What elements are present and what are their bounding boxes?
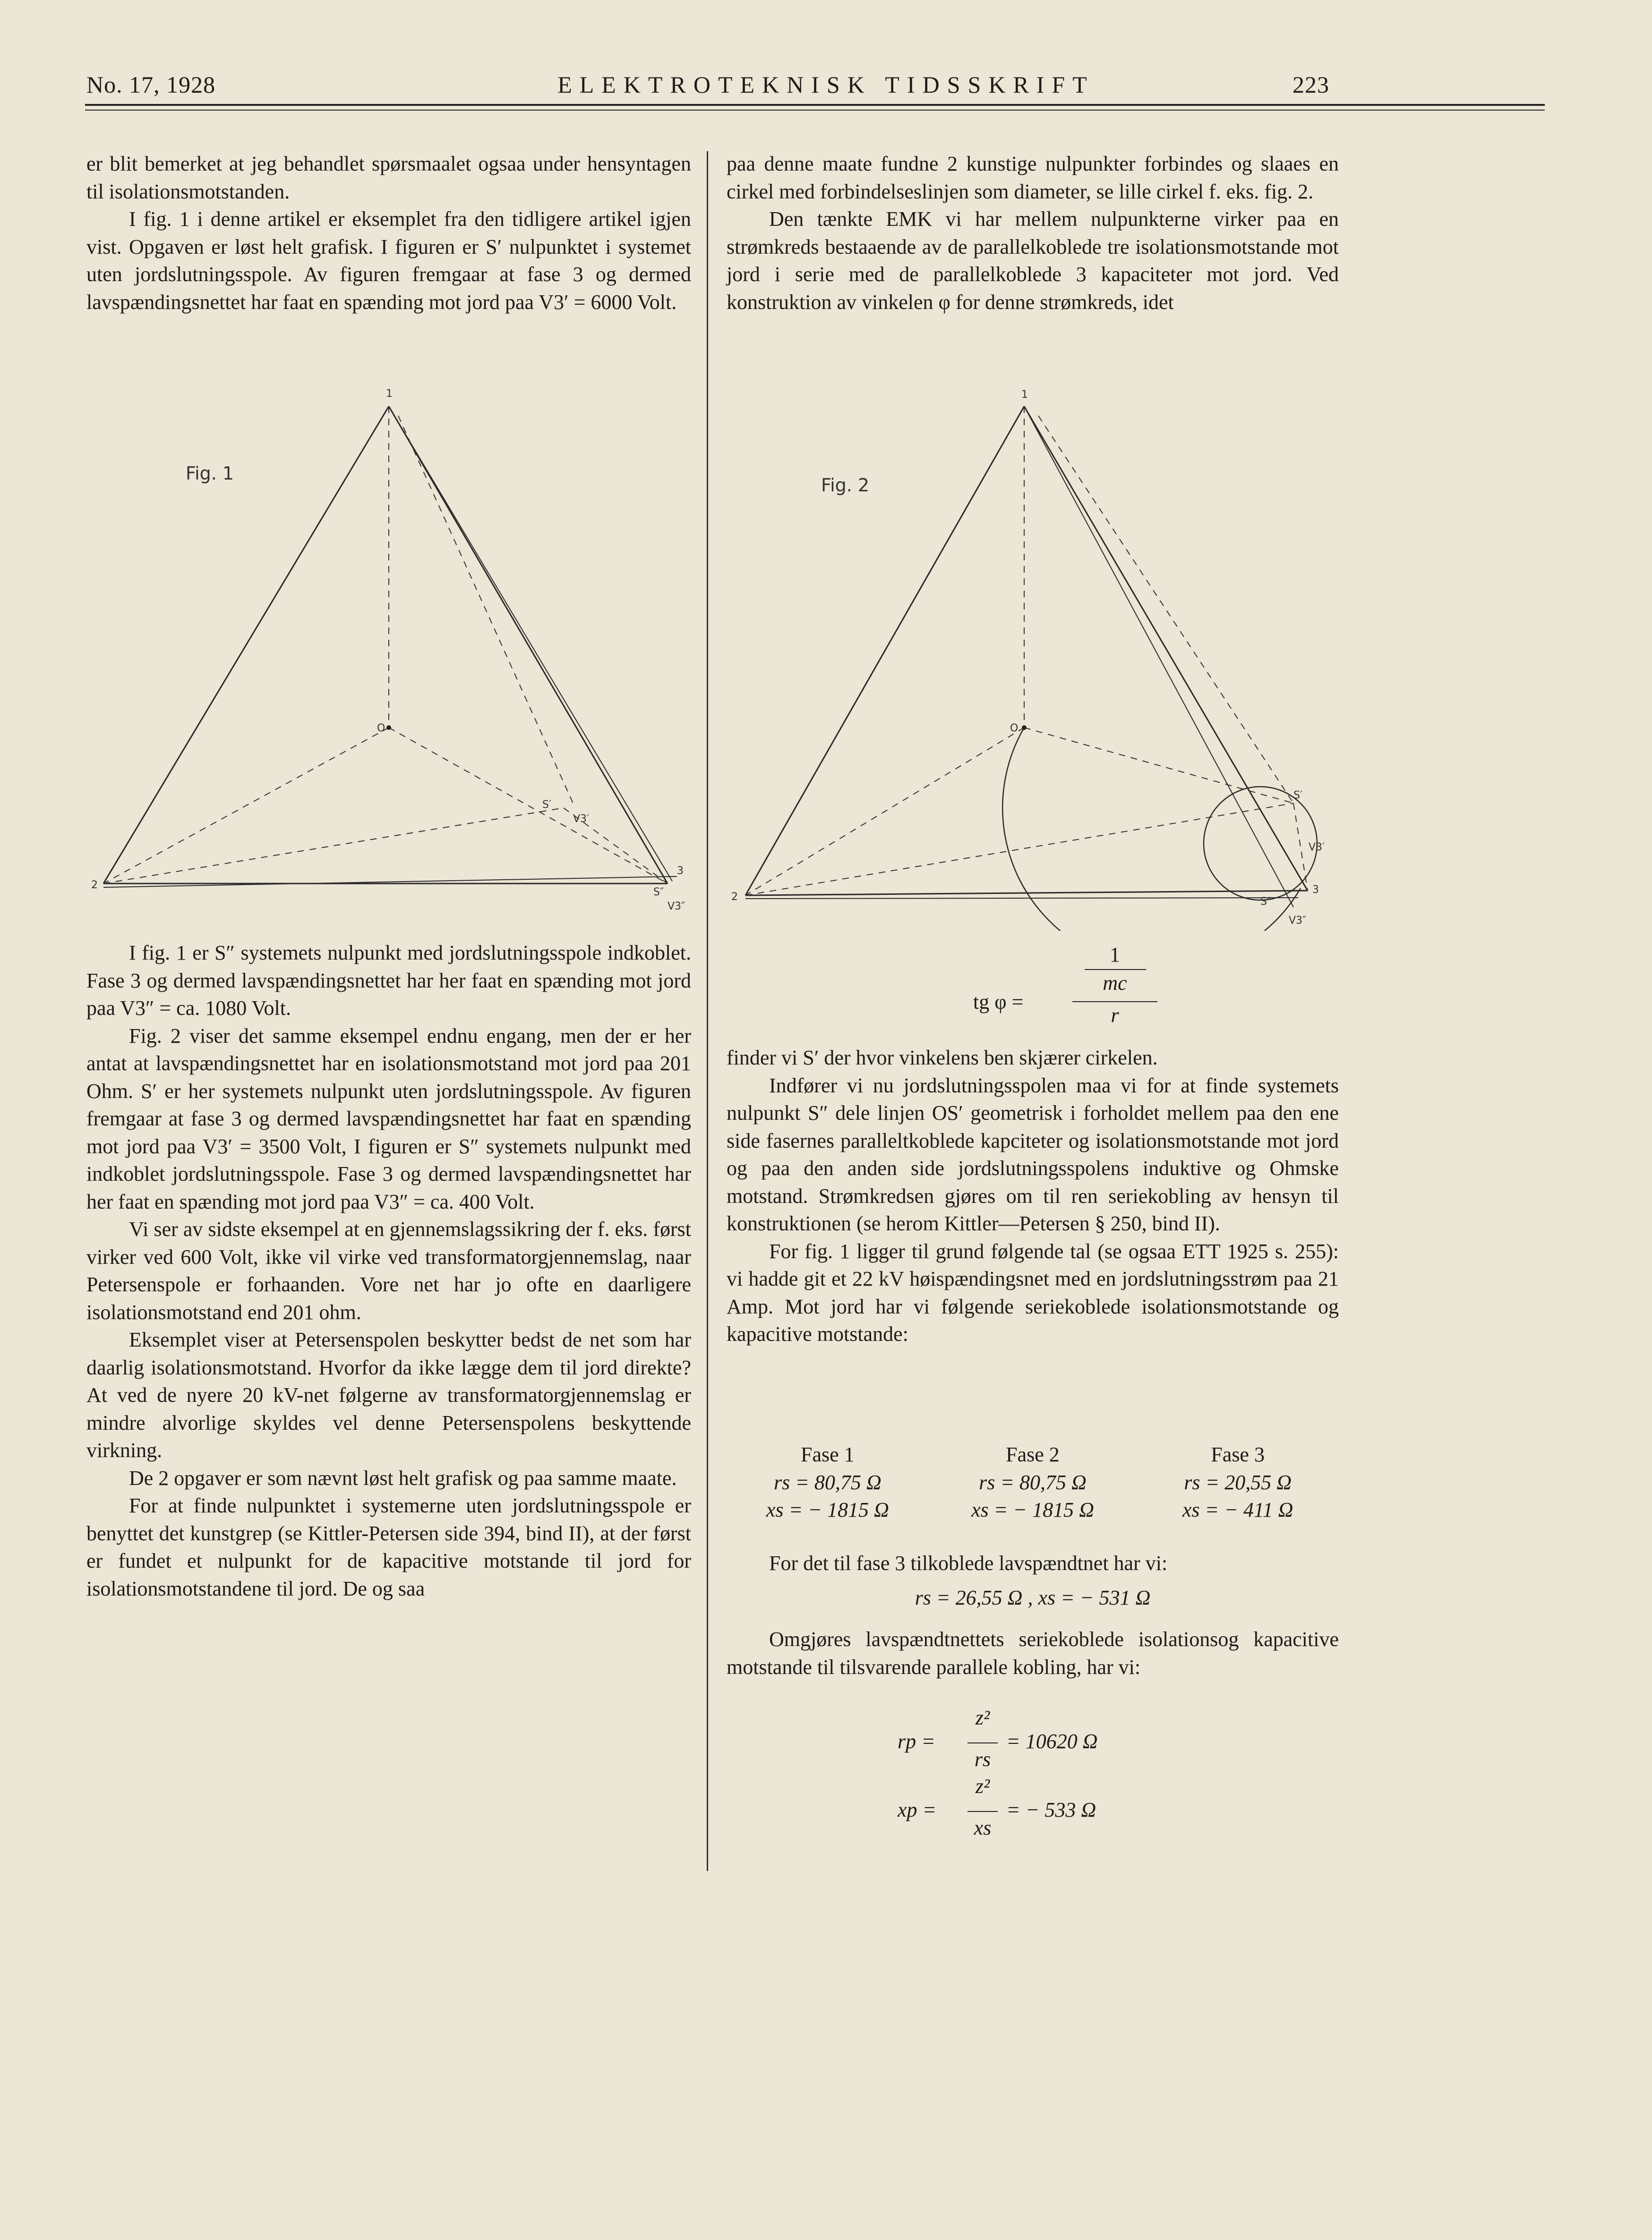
column-divider <box>707 151 708 1871</box>
fig2-side-line <box>1024 406 1293 907</box>
page-number: 223 <box>1292 71 1329 98</box>
fig1-point-o: O <box>377 722 385 734</box>
table-cell: rs = 80,75 Ω <box>773 1470 882 1494</box>
fig1-origin-dot <box>386 725 391 730</box>
paragraph: For fig. 1 ligger til grund følgende tal (se ogsaa ETT 1925 s. 255): vi hadde git et 22 kV høispændingsnet med en jordslutningsstrøm paa 21 Amp. Mot jord har vi følgende seriekoblede isolationsmotstande og kapacitive motstande: <box>727 1239 1339 1346</box>
paragraph: Omgjøres lavspændtnettets seriekoblede isolationsog kapacitive motstande til tilsvarende parallele kobling, har vi: <box>727 1628 1339 1679</box>
fig2-dashed-o-s <box>1024 728 1293 803</box>
fig2-dashed-1-s <box>1038 416 1293 803</box>
paragraph: Indfører vi nu jordslutningsspolen maa vi for at finde systemets nulpunkt S″ dele linjen OS′ geometrisk i forholdet mellem paa den ene side fasernes paralleltkoblede kapciteter og isolationsmotstande mot jord og paa den anden side jordslutningsspolens induktive og Ohmske motstand. Strømkredsen gjøres om til ren seriekobling av hensyn til konstruktionen (se herom Kittler—Petersen § 250, bind II). <box>727 1073 1339 1235</box>
fig1-point-v3a: V3′ <box>573 813 590 825</box>
paragraph: I fig. 1 i denne artikel er eksemplet fra den tidligere artikel igjen vist. Opgaven er løst helt grafisk. I figuren er S′ nulpunktet i systemet uten jordslutningsspole. Av figuren fremgaar at fase 3 og dermed lavspændingsnettet har faat en spænding mot jord paa V3′ = 6000 Volt. <box>86 207 691 314</box>
fig2-point-1: 1 <box>1021 389 1028 401</box>
paragraph: paa denne maate fundne 2 kunstige nulpunkter forbindes og slaaes en cirkel med forbindelseslinjen som diameter, se lille cirkel f. eks. fig. 2. <box>727 152 1339 203</box>
fig2-point-s2: S″ <box>1260 896 1271 908</box>
paragraph: Vi ser av sidste eksempel at en gjennemslagssikring der f. eks. først virker ved 600 Volt, ikke vil virke ved transformatorgjennemslag, naar Petersenspole er forhaanden. Vore net har jo ofte en daarligere isolationsmotstand end 201 ohm. <box>86 1218 691 1324</box>
right-column-lv <box>727 1550 1339 1681</box>
header-rule <box>85 104 1545 106</box>
fig1-point-1: 1 <box>386 388 393 400</box>
formula-mc: mc <box>1103 971 1127 995</box>
journal-title: ELEKTROTEKNISK TIDSSKRIFT <box>557 71 1095 98</box>
fig2-base-line <box>745 898 1298 899</box>
fig2-point-s1: S′ <box>1293 790 1302 801</box>
xp-rhs: = − 533 Ω <box>1006 1798 1096 1821</box>
paragraph: er blit bemerket at jeg behandlet spørsmaalet ogsaa under hensyntagen til isolationsmotstanden. <box>86 152 691 203</box>
fig1-point-v3b: V3″ <box>668 901 685 912</box>
rp-rhs: = 10620 Ω <box>1006 1730 1098 1753</box>
left-column-bottom <box>86 939 691 1603</box>
fig1-dashed-o-2 <box>103 728 389 884</box>
phase-table-header <box>727 1441 1339 1469</box>
fig2-point-v3b: V3″ <box>1289 915 1307 927</box>
fig1-dashed-o-3 <box>389 728 668 884</box>
figure-1 <box>86 387 691 912</box>
formula-lhs: tg φ = <box>973 990 1024 1013</box>
fig1-point-s2: S″ <box>653 886 664 898</box>
fig1-dashed-1-s <box>398 416 573 803</box>
fig2-point-2: 2 <box>731 891 738 903</box>
header-rule-thin <box>85 110 1545 111</box>
rp-den: rs <box>974 1748 991 1771</box>
fig1-edge-1-3 <box>389 406 668 884</box>
paragraph: I fig. 1 er S″ systemets nulpunkt med jordslutningsspole indkoblet. Fase 3 og dermed lavspændingsnettet har her faat en spænding mot jord paa V3″ = ca. 1080 Volt. <box>86 941 691 1020</box>
fig2-edge-1-2 <box>745 406 1024 895</box>
figure-2 <box>727 387 1339 931</box>
fig1-label: Fig. 1 <box>186 463 234 484</box>
fig2-label: Fig. 2 <box>821 475 870 496</box>
rp-num: z² <box>975 1706 990 1729</box>
table-cell: xs = − 1815 Ω <box>766 1498 889 1521</box>
paragraph: For det til fase 3 tilkoblede lavspændtnet har vi: <box>769 1552 1168 1575</box>
fig2-point-o: O <box>1010 722 1019 734</box>
table-cell: xs = − 411 Ω <box>1182 1498 1293 1521</box>
lv-values: rs = 26,55 Ω , xs = − 531 Ω <box>915 1586 1151 1609</box>
phase-table-x-row <box>727 1496 1339 1524</box>
fig2-dashed-o-2 <box>745 728 1024 895</box>
paragraph: Fig. 2 viser det samme eksempel endnu engang, men der er her antat at lavspændingsnettet har en isolationsmotstand mot jord paa 201 Ohm. S′ er her systemets nulpunkt uten jordslutningsspole. Av figuren fremgaar at fase 3 og dermed lavspændingsnettet har faat en spænding mot jord paa V3′ = 3500 Volt, I figuren er S″ systemets nulpunkt med indkoblet jordslutningsspole. Fase 3 og dermed lavspændingsnettet har her faat en spænding mot jord paa V3″ = ca. 400 Volt. <box>86 1024 691 1213</box>
fig1-edge-1-2 <box>103 406 389 884</box>
paragraph: For at finde nulpunktet i systemerne uten jordslutningsspole er benyttet det kunstgrep (se Kittler-Petersen side 394, bind II), at der først er fundet et nulpunkt for de kapacitive motstande til jord for isolationsmotstandene til jord. De og saa <box>86 1494 691 1600</box>
paragraph: finder vi S′ der hvor vinkelens ben skjærer cirkelen. <box>727 1046 1158 1069</box>
parallel-formulas <box>898 1706 1228 1847</box>
xp-lhs: xp = <box>898 1798 937 1821</box>
fig1-point-s1: S′ <box>542 799 551 811</box>
paragraph: Den tænkte EMK vi har mellem nulpunkterne virker paa en strømkreds bestaaende av de parallelkoblede tre isolationsmotstande mot jord i serie med de parallelkoblede 3 kapaciteter mot jord. Ved konstruktion av vinkelen φ for denne strømkreds, idet <box>727 207 1339 314</box>
issue-number: No. 17, 1928 <box>86 71 216 98</box>
xp-den: xs <box>974 1816 992 1839</box>
formula-tg-phi <box>973 943 1162 1037</box>
table-cell: rs = 80,75 Ω <box>979 1470 1087 1494</box>
paragraph: Eksemplet viser at Petersenspolen beskytter bedst de net som har daarlig isolationsmotstand. Hvorfor da ikke lægge dem til jord direkte? At ved de nyere 20 kV-net følgerne av transformatorgjennemslag er mindre alvorlige skyldes vel denne Petersenspolens beskyttende virkning. <box>86 1328 691 1462</box>
table-cell: xs = − 1815 Ω <box>971 1498 1094 1521</box>
right-column-top <box>727 150 1339 316</box>
fig2-edge-1-3 <box>1024 406 1308 891</box>
fig2-point-3: 3 <box>1312 884 1319 896</box>
phase-header: Fase 2 <box>1006 1443 1060 1466</box>
fig2-point-v3a: V3′ <box>1309 841 1325 853</box>
phase-header: Fase 3 <box>1211 1443 1265 1466</box>
fig2-dashed-2-s <box>745 803 1293 895</box>
xp-num: z² <box>975 1775 990 1798</box>
fig1-point-2: 2 <box>91 879 98 891</box>
rp-lhs: rp = <box>898 1730 935 1753</box>
fig1-point-3: 3 <box>677 865 684 877</box>
fig1-base-line <box>103 876 677 887</box>
phase-header: Fase 1 <box>801 1443 855 1466</box>
phase-table <box>727 1441 1339 1524</box>
phase-table-r-row <box>727 1469 1339 1497</box>
formula-denominator: r <box>1111 1004 1119 1027</box>
right-column-bottom <box>727 1044 1339 1348</box>
left-column-top <box>86 150 691 316</box>
fig2-origin-dot <box>1022 725 1027 730</box>
paragraph: De 2 opgaver er som nævnt løst helt grafisk og paa samme maate. <box>129 1466 677 1490</box>
table-cell: rs = 20,55 Ω <box>1184 1470 1292 1494</box>
fig1-side-line <box>389 406 672 881</box>
formula-numerator: 1 <box>1110 943 1120 966</box>
